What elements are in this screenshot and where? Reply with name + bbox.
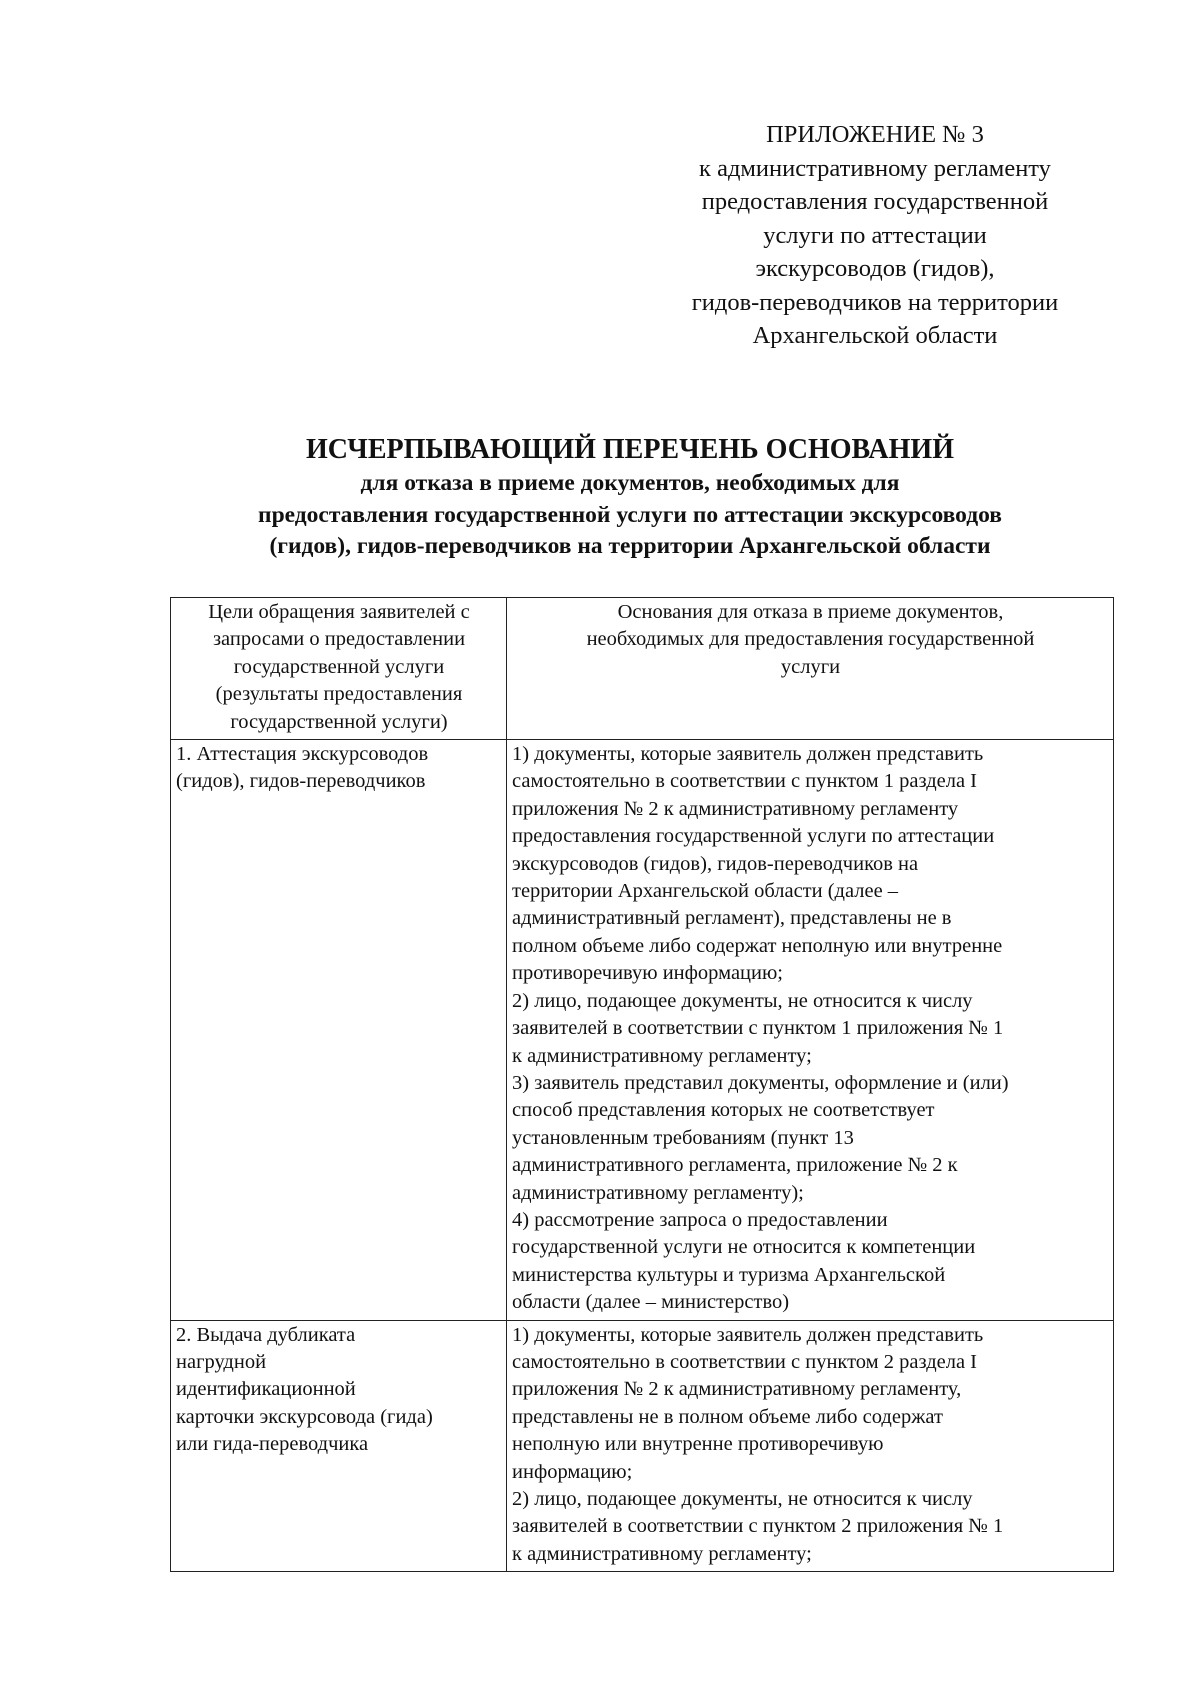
ground-line: 1) документы, которые заявитель должен представить [512,743,984,766]
ground-line: области (далее – министерство) [512,1291,790,1314]
goal-line: 2. Выдача дубликата [176,1323,356,1346]
header-goals-line: государственной услуги) [230,710,448,733]
ground-line: экскурсоводов (гидов), гидов-переводчиков на [512,852,919,875]
header-grounds-line: услуги [780,655,841,678]
ground-line: неполную или внутренне противоречивую [512,1433,884,1456]
header-grounds-line: Основания для отказа в приеме документов, [617,601,1004,623]
appendix-line: предоставления государственной [701,188,1049,215]
appendix-line: Архангельской области [752,322,998,349]
ground-line: 4) рассмотрение запроса о предоставлении [512,1208,888,1231]
ground-line: территории Архангельской области (далее – [512,880,899,903]
ground-line: информацию; [512,1460,633,1483]
ground-line: заявителей в соответствии с пунктом 2 приложения № 1 [512,1515,1004,1538]
ground-line: представлены не в полном объеме либо содержат [512,1405,943,1428]
appendix-block [640,118,1110,353]
ground-line: министерства культуры и туризма Архангельской [512,1263,946,1286]
header-goals-cell [171,598,507,740]
header-goals-line: запросами о предоставлении [212,628,466,651]
document-title [150,432,1110,563]
ground-line: приложения № 2 к административному регламенту [512,797,959,820]
title-subtitle-line: предоставления государственной услуги по аттестации экскурсоводов [258,501,1002,528]
ground-line: полном объеме либо содержат неполную или внутренне [512,934,1003,957]
ground-line: предоставления государственной услуги по аттестации [512,825,995,848]
table-header-row [171,598,1114,740]
ground-line: установленным требованиям (пункт 13 [512,1126,854,1149]
title-subtitle-line: для отказа в приеме документов, необходимых для [360,470,900,496]
appendix-number: ПРИЛОЖЕНИЕ № 3 [766,121,984,148]
grounds-table [170,597,1114,1572]
ground-line: способ представления которых не соответствует [512,1099,935,1122]
ground-line: противоречивую информацию; [512,962,784,985]
ground-line: самостоятельно в соответствии с пунктом 1 раздела I [512,770,978,793]
goal-line: идентификационной [176,1378,356,1401]
header-goals-line: Цели обращения заявителей с [208,601,470,623]
grounds-cell [507,740,1114,1321]
appendix-line: к административному регламенту [699,154,1051,182]
ground-line: к административному регламенту; [512,1542,812,1565]
goal-line: карточки экскурсовода (гида) [176,1405,433,1428]
ground-line: 3) заявитель представил документы, оформление и (или) [512,1071,1009,1094]
ground-line: приложения № 2 к административному регламенту, [512,1378,962,1401]
appendix-line: гидов-переводчиков на территории [691,288,1059,316]
ground-line: 2) лицо, подающее документы, не относится к числу [512,1488,973,1510]
header-grounds-line: необходимых для предоставления государственной [586,628,1035,651]
header-goals-line: (результаты предоставления [215,683,463,706]
ground-line: к административному регламенту; [512,1044,812,1067]
ground-line: 1) документы, которые заявитель должен представить [512,1323,984,1346]
ground-line: государственной услуги не относится к компетенции [512,1236,976,1259]
table-row [171,1320,1114,1572]
goal-line: (гидов), гидов-переводчиков [176,770,426,793]
appendix-line: экскурсоводов (гидов), [755,255,995,282]
goal-line: 1. Аттестация экскурсоводов [176,743,429,766]
table-row [171,740,1114,1321]
goal-line: или гида-переводчика [176,1433,369,1456]
ground-line: административному регламенту); [512,1181,804,1204]
ground-line: административный регламент), представлены не в [512,907,952,930]
ground-line: 2) лицо, подающее документы, не относится к числу [512,989,973,1012]
title-main: ИСЧЕРПЫВАЮЩИЙ ПЕРЕЧЕНЬ ОСНОВАНИЙ [306,434,954,465]
header-grounds-cell [507,598,1114,740]
appendix-line: услуги по аттестации [763,221,987,249]
ground-line: заявителей в соответствии с пунктом 1 приложения № 1 [512,1017,1004,1040]
goal-cell [171,740,507,1321]
grounds-cell [507,1320,1114,1572]
goal-line: нагрудной [176,1350,267,1373]
header-goals-line: государственной услуги [233,655,445,678]
goal-cell [171,1320,507,1572]
ground-line: административного регламента, приложение № 2 к [512,1154,958,1177]
ground-line: самостоятельно в соответствии с пунктом 2 раздела I [512,1350,978,1373]
title-subtitle-line: (гидов), гидов-переводчиков на территории Архангельской области [269,533,991,559]
